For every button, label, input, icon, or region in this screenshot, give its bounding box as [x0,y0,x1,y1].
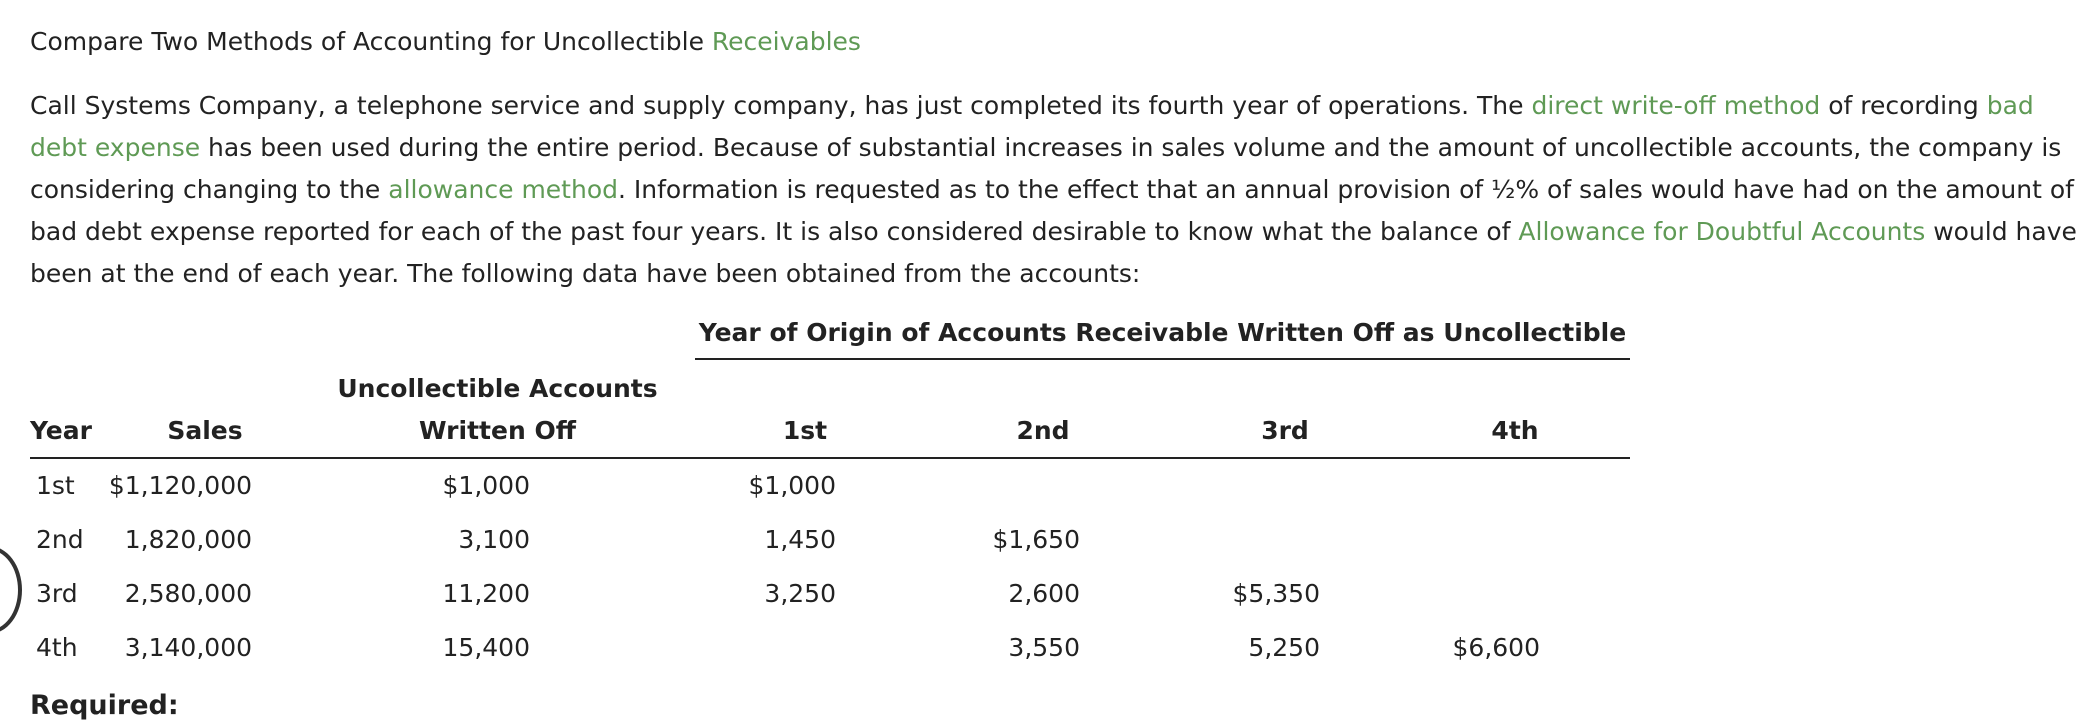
header-year: Year [30,416,92,445]
cell-year: 1st [36,471,75,500]
edge-circle-handle[interactable] [0,546,22,634]
header-origin-4th: 4th [1491,416,1539,445]
cell-origin-2nd: 3,550 [1008,633,1080,662]
cell-sales: 1,820,000 [124,525,252,554]
receivables-link[interactable]: Receivables [711,27,861,56]
cell-sales: 2,580,000 [124,579,252,608]
cell-origin-3rd: $5,350 [1232,579,1320,608]
allowance-method-link[interactable]: allowance method [388,175,618,204]
cell-origin-4th: $6,600 [1452,633,1540,662]
description-text-3: has been used during the entire period. Because of substantial increases in sales volume and the amount of uncollectible accounts, the company is considering changing to the [30,133,2062,204]
cell-sales: 3,140,000 [124,633,252,662]
header-origin-1st: 1st [782,416,828,445]
direct-write-off-method-link[interactable]: direct write-off method [1531,91,1821,120]
description-text-1: Call Systems Company, a telephone service and supply company, has just completed its fourth year of operations. The [30,91,1532,120]
bad-debt-expense-link[interactable]: bad debt expense [30,91,2034,162]
description-text-2: of recording [1820,91,1987,120]
header-uncollectible-line1: Uncollectible Accounts [337,374,658,403]
cell-written-off: 15,400 [442,633,530,662]
problem-description [30,85,2080,295]
header-rule [30,457,1630,459]
description-text-5: would have been at the end of each year. The following data have been obtained from the accounts: [30,217,2077,288]
header-sales: Sales [167,416,243,445]
cell-written-off: 11,200 [442,579,530,608]
header-origin-2nd: 2nd [1016,416,1070,445]
cell-written-off: $1,000 [442,471,530,500]
allowance-for-doubtful-accounts-link[interactable]: Allowance for Doubtful Accounts [1518,217,1926,246]
cell-written-off: 3,100 [458,525,530,554]
cell-origin-1st: 1,450 [764,525,836,554]
cell-origin-1st: $1,000 [748,471,836,500]
group-header-rule [695,358,1630,360]
required-heading: Required: [30,690,179,721]
cell-origin-3rd: 5,250 [1248,633,1320,662]
problem-title [30,25,861,59]
cell-origin-2nd: $1,650 [992,525,1080,554]
header-uncollectible-line2: Written Off [419,416,576,445]
cell-sales: $1,120,000 [108,471,252,500]
cell-year: 3rd [36,579,78,608]
cell-origin-2nd: 2,600 [1008,579,1080,608]
title-text: Compare Two Methods of Accounting for Uncollectible [30,27,712,56]
header-origin-3rd: 3rd [1261,416,1309,445]
cell-year: 4th [36,633,78,662]
year-of-origin-group-header: Year of Origin of Accounts Receivable Written Off as Uncollectible [698,318,1627,347]
cell-origin-1st: 3,250 [764,579,836,608]
cell-year: 2nd [36,525,84,554]
description-text-4: . Information is requested as to the effect that an annual provision of ½% of sales would have had on the amount of bad debt expense reported for each of the past four years. It is also considered desirable to know what the balance of [30,175,2074,246]
